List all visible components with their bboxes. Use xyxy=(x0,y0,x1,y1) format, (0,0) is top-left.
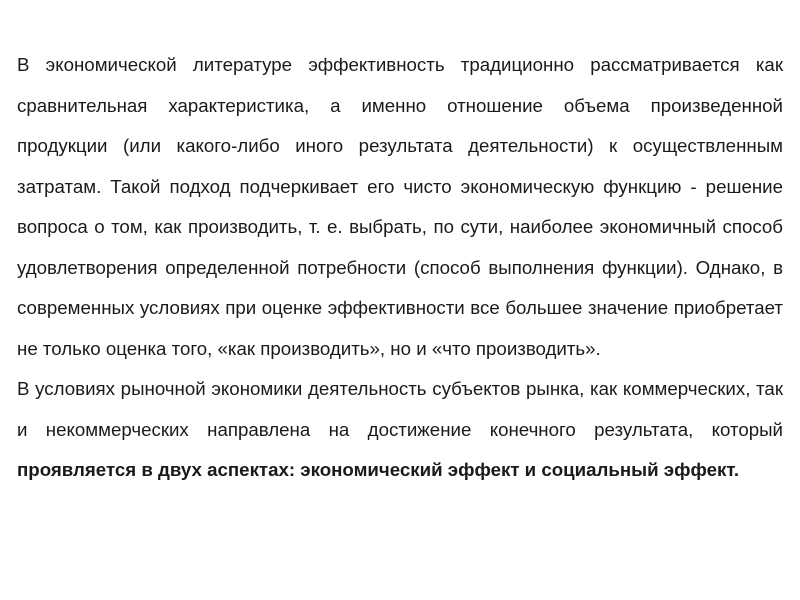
paragraph-market-conditions xyxy=(17,369,783,491)
paragraph-market-text: В условиях рыночной экономики деятельность субъектов рынка, как коммерческих, так и некоммерческих направлена на достижение конечного результата, который xyxy=(17,378,783,440)
paragraph-market-bold-text: проявляется в двух аспектах: экономический эффект и социальный эффект. xyxy=(17,459,740,480)
paragraph-efficiency-text: В экономической литературе эффективность традиционно рассматривается как сравнительная характеристика, а именно отношение объема произведенной продукции (или какого-либо иного результата деятельности) к осуществленным затратам. Такой подход подчеркивает его чисто экономическую функцию - решение вопроса о том, как производить, т. е. выбрать, по сути, наиболее экономичный способ удовлетворения определенной потребности (способ выполнения функции). Однако, в современных условиях при оценке эффективности все большее значение приобретает не только оценка того, «как производить», но и «что производить». xyxy=(17,54,783,359)
paragraph-efficiency xyxy=(17,45,783,369)
